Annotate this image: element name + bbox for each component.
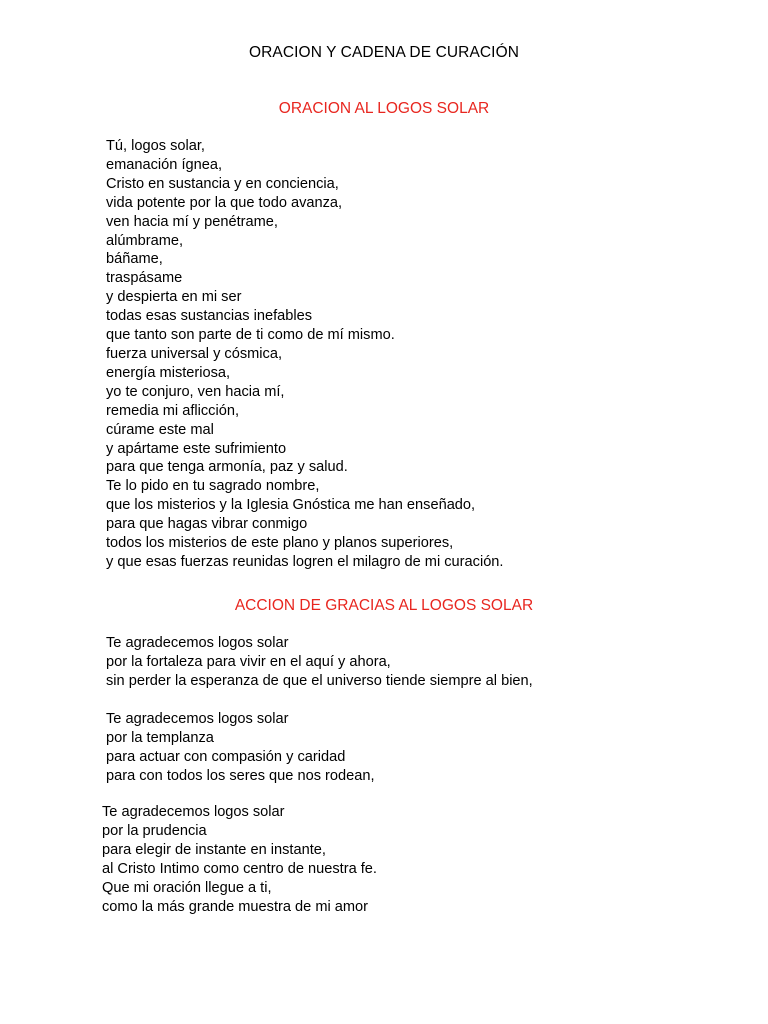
verse-line: báñame,: [106, 251, 163, 268]
verse-line: ven hacia mí y penétrame,: [106, 213, 278, 230]
verse-line: emanación ígnea,: [106, 156, 223, 173]
verse-line: sin perder la esperanza de que el universo tiende siempre al bien,: [106, 672, 533, 689]
verse-line: yo te conjuro, ven hacia mí,: [106, 383, 285, 400]
verse-line: para que tenga armonía, paz y salud.: [106, 459, 348, 476]
verse-line: todos los misterios de este plano y planos superiores,: [106, 535, 454, 552]
verse-line: Que mi oración llegue a ti,: [102, 879, 272, 896]
thanks-stanza-1: [106, 634, 533, 691]
thanks-stanza-3: [102, 803, 377, 916]
document-title: ORACION Y CADENA DE CURACIÓN: [248, 44, 520, 61]
verse-line: para que hagas vibrar conmigo: [106, 516, 308, 533]
verse-line: alúmbrame,: [106, 232, 184, 249]
verse-line: remedia mi aflicción,: [106, 402, 240, 419]
verse-line: traspásame: [106, 270, 183, 287]
verse-line: energía misteriosa,: [106, 364, 231, 381]
verse-line: que los misterios y la Iglesia Gnóstica me han enseñado,: [106, 497, 476, 514]
verse-line: al Cristo Intimo como centro de nuestra fe.: [102, 860, 377, 877]
thanks-stanza-2: [106, 710, 375, 786]
verse-line: para elegir de instante en instante,: [102, 841, 326, 858]
verse-line: Cristo en sustancia y en conciencia,: [106, 175, 339, 192]
verse-line: por la prudencia: [102, 822, 207, 839]
verse-line: como la más grande muestra de mi amor: [102, 898, 369, 915]
verse-line: y apártame este sufrimiento: [106, 440, 287, 457]
verse-line: y despierta en mi ser: [106, 289, 242, 306]
verse-line: por la templanza: [106, 729, 214, 746]
verse-line: Te agradecemos logos solar: [106, 635, 289, 651]
verse-line: fuerza universal y cósmica,: [106, 345, 283, 362]
verse-line: por la fortaleza para vivir en el aquí y ahora,: [106, 653, 391, 670]
section-heading-oracion: ORACION AL LOGOS SOLAR: [278, 100, 490, 117]
verse-line: Te agradecemos logos solar: [106, 711, 289, 727]
verse-line: y que esas fuerzas reunidas logren el milagro de mi curación.: [106, 553, 504, 570]
verse-line: para actuar con compasión y caridad: [106, 748, 346, 765]
verse-line: Te lo pido en tu sagrado nombre,: [106, 478, 320, 495]
verse-line: cúrame este mal: [106, 421, 214, 438]
prayer-stanza: [106, 137, 503, 572]
verse-line: todas esas sustancias inefables: [106, 308, 313, 325]
section-heading-accion-de-gracias: ACCION DE GRACIAS AL LOGOS SOLAR: [234, 597, 534, 614]
verse-line: Tú, logos solar,: [106, 138, 205, 154]
verse-line: vida potente por la que todo avanza,: [106, 194, 343, 211]
verse-line: que tanto son parte de ti como de mí mismo.: [106, 327, 395, 344]
verse-line: Te agradecemos logos solar: [102, 804, 285, 820]
verse-line: para con todos los seres que nos rodean,: [106, 767, 375, 784]
